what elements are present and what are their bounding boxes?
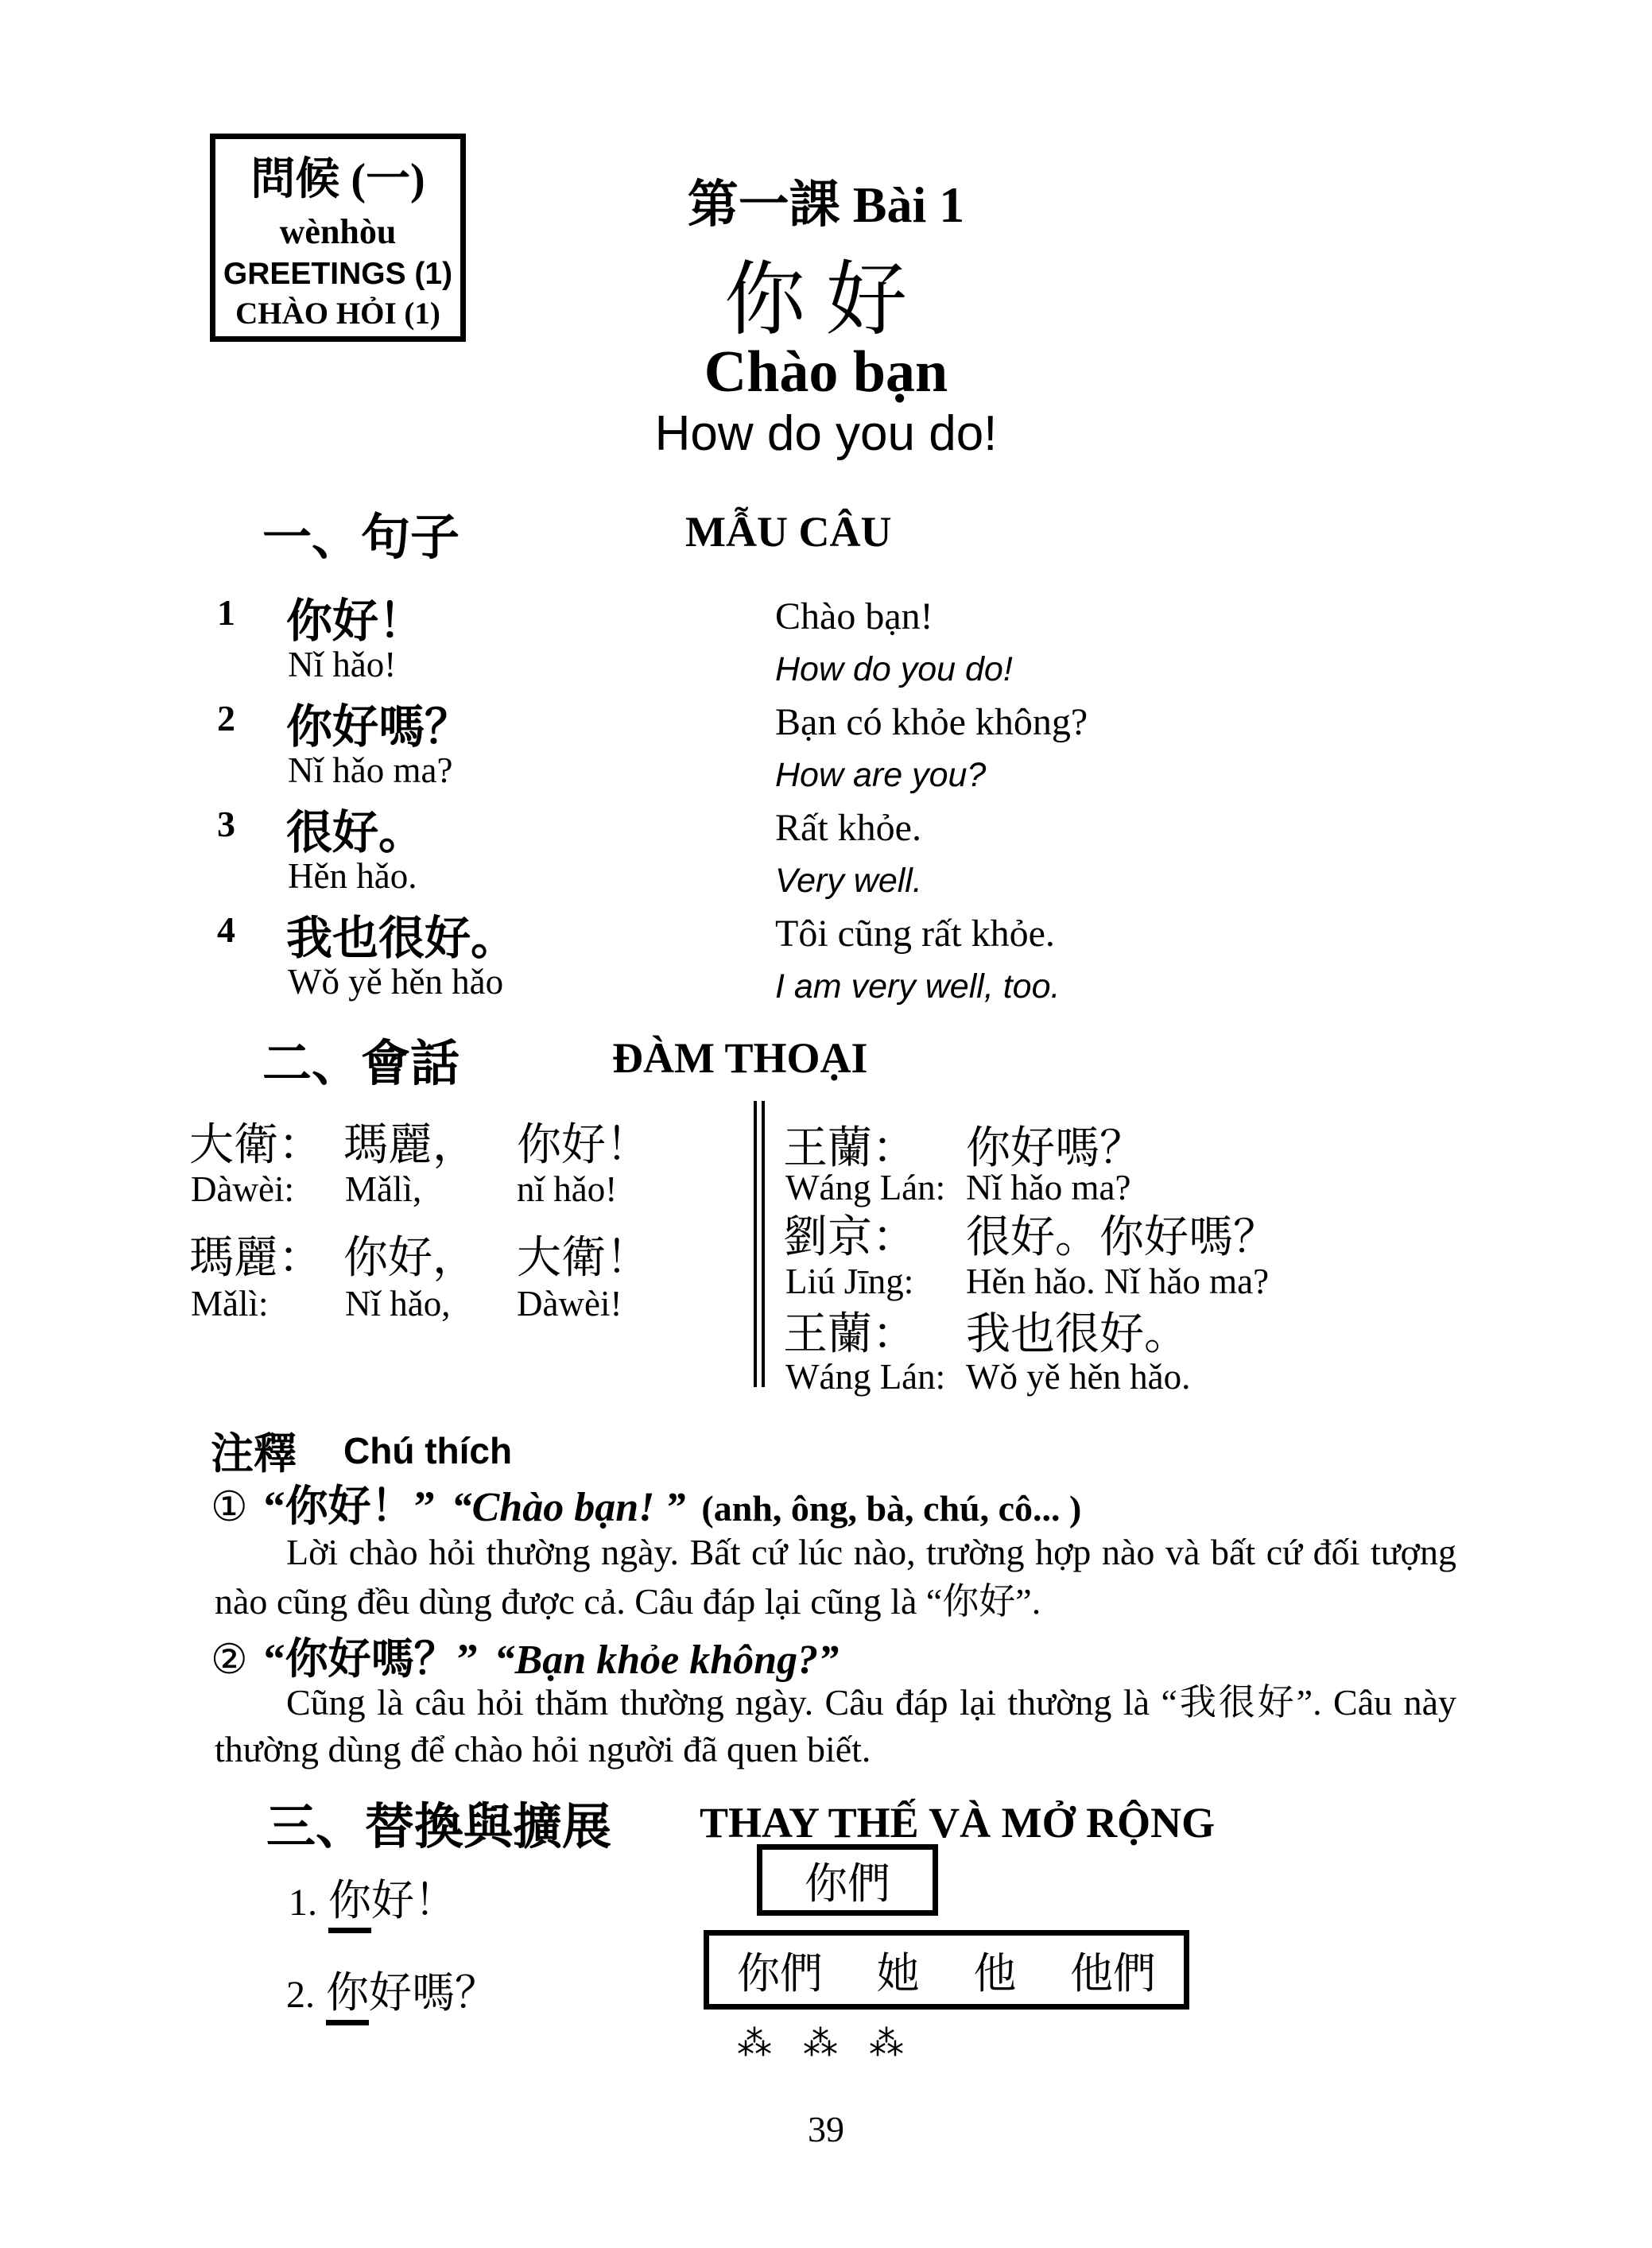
dialogue-speaker-pinyin: Liú Jīng: bbox=[785, 1262, 914, 1301]
item-pinyin: Nǐ hǎo! bbox=[288, 645, 397, 684]
dialogue-speaker-pinyin: Mǎlì: bbox=[191, 1284, 269, 1324]
item-hanzi: 你好嗎？ bbox=[286, 701, 471, 753]
dialogue-line-pinyin: Wǒ yě hěn hǎo. bbox=[966, 1357, 1191, 1397]
topic-pinyin: wènhòu bbox=[279, 212, 397, 252]
title-vietnamese: Chào bạn bbox=[704, 339, 948, 405]
asterism-separator: ⁂ ⁂ ⁂ bbox=[737, 2024, 915, 2063]
item-eng: How are you? bbox=[775, 756, 987, 794]
drill-item-1 bbox=[289, 1866, 457, 1928]
drill-number: 1. bbox=[289, 1882, 317, 1924]
item-hanzi: 很好。 bbox=[286, 807, 425, 859]
dialogue-word: 大衛！ bbox=[517, 1234, 650, 1283]
item-number: 3 bbox=[217, 804, 235, 844]
item-viet: Rất khỏe. bbox=[775, 807, 921, 849]
substitution-word: 他們 bbox=[1069, 1949, 1156, 1998]
substitution-box-2 bbox=[704, 1930, 1189, 2010]
notes-heading-cn: 注釋 bbox=[211, 1430, 297, 1478]
topic-hanzi: 問候 (一) bbox=[250, 154, 425, 204]
item-number: 1 bbox=[217, 592, 235, 633]
title-english: How do you do! bbox=[654, 406, 998, 461]
dialogue-speaker: 王蘭： bbox=[783, 1124, 917, 1173]
item-hanzi: 你好！ bbox=[286, 595, 425, 647]
section1-heading-cn: 一、句子 bbox=[262, 511, 460, 565]
dialogue-word: 你好！ bbox=[517, 1121, 650, 1170]
dialogue-word-pinyin: Dàwèi! bbox=[517, 1284, 622, 1324]
item-number: 4 bbox=[217, 909, 235, 950]
note1-body: Lời chào hỏi thường ngày. Bất cứ lúc nào, trường hợp nào và bất cứ đối tượng nào cũng đều dùng được cả. Câu đáp lại cũng là “你好”. bbox=[215, 1532, 1456, 1622]
topic-english: GREETINGS (1) bbox=[223, 256, 453, 291]
dialogue-word: 你好， bbox=[343, 1234, 477, 1283]
dialogue-word: 瑪麗， bbox=[343, 1121, 477, 1170]
substitution-word: 她 bbox=[876, 1949, 920, 1998]
note2-body: Cũng là câu hỏi thăm thường ngày. Câu đáp lại thường là “我很好”. Câu này thường dùng để chào hỏi người đã quen biết. bbox=[215, 1682, 1456, 1769]
dialogue-line: 我也很好。 bbox=[966, 1310, 1189, 1359]
item-eng: How do you do! bbox=[775, 650, 1013, 688]
dialogue-speaker: 劉京： bbox=[783, 1213, 917, 1262]
title-hanzi: 你好 bbox=[724, 256, 928, 346]
substitution-box-1 bbox=[757, 1844, 938, 1916]
drill-rest: 好嗎？ bbox=[369, 1969, 498, 2017]
underlined-char: 你 bbox=[326, 1969, 369, 2025]
dialogue-speaker-pinyin: Wáng Lán: bbox=[785, 1168, 946, 1207]
section3-heading-vi: THAY THẾ VÀ MỞ RỘNG bbox=[700, 1799, 1216, 1847]
item-eng: I am very well, too. bbox=[775, 967, 1061, 1006]
notes-heading-vi: Chú thích bbox=[343, 1430, 513, 1471]
item-pinyin: Hěn hǎo. bbox=[288, 856, 417, 896]
dialogue-line-pinyin: Hěn hǎo. Nǐ hǎo ma? bbox=[966, 1262, 1270, 1301]
section1-heading-vi: MẪU CÂU bbox=[685, 508, 892, 556]
item-pinyin: Wǒ yě hěn hǎo bbox=[288, 962, 504, 1002]
circled-two-marker: ② bbox=[211, 1638, 248, 1683]
dialogue-word-pinyin: Mǎlì, bbox=[345, 1169, 422, 1209]
substitution-word: 你們 bbox=[737, 1949, 823, 1998]
substitution-word: 你們 bbox=[805, 1859, 890, 1908]
item-viet: Chào bạn! bbox=[775, 595, 933, 638]
dialogue-word-pinyin: Nǐ hǎo, bbox=[345, 1284, 451, 1324]
item-viet: Bạn có khỏe không? bbox=[775, 701, 1088, 743]
drill-item-2 bbox=[286, 1959, 498, 2020]
note2-quote-cn: “你好嗎？” bbox=[263, 1635, 479, 1683]
item-hanzi: 我也很好。 bbox=[286, 913, 518, 964]
column-divider-rule bbox=[754, 1101, 765, 1387]
note2-head bbox=[211, 1625, 839, 1686]
drill-rest: 好！ bbox=[371, 1877, 457, 1924]
dialogue-speaker: 瑪麗： bbox=[189, 1234, 323, 1283]
item-viet: Tôi cũng rất khỏe. bbox=[775, 913, 1055, 955]
page-number: 39 bbox=[808, 2109, 844, 2149]
dialogue-line: 你好嗎？ bbox=[966, 1124, 1144, 1173]
lesson-number-title: 第一課 Bài 1 bbox=[687, 176, 965, 233]
dialogue-line-pinyin: Nǐ hǎo ma? bbox=[966, 1168, 1131, 1207]
dialogue-speaker: 王蘭： bbox=[783, 1310, 917, 1359]
section2-heading-cn: 二、會話 bbox=[262, 1037, 460, 1091]
dialogue-speaker-pinyin: Wáng Lán: bbox=[785, 1357, 946, 1397]
item-number: 2 bbox=[217, 698, 235, 738]
underlined-char: 你 bbox=[328, 1877, 371, 1933]
drill-number: 2. bbox=[286, 1974, 315, 2016]
section2-heading-vi: ĐÀM THOẠI bbox=[612, 1034, 868, 1082]
note2-quote-vi: “Bạn khỏe không?” bbox=[494, 1638, 840, 1683]
substitution-word: 他 bbox=[973, 1949, 1017, 1998]
topic-vietnamese: CHÀO HỎI (1) bbox=[235, 297, 440, 331]
note1-quote-vi: “Chào bạn! ” bbox=[451, 1485, 686, 1530]
item-pinyin: Nǐ hǎo ma? bbox=[288, 750, 453, 790]
dialogue-word-pinyin: nǐ hǎo! bbox=[517, 1169, 618, 1209]
note1-extra: (anh, ông, bà, chú, cô... ) bbox=[701, 1488, 1082, 1529]
dialogue-line: 很好。你好嗎？ bbox=[966, 1213, 1278, 1262]
note1-head bbox=[211, 1472, 1081, 1533]
section3-heading-cn: 三、替換與擴展 bbox=[266, 1800, 612, 1855]
dialogue-speaker-pinyin: Dàwèi: bbox=[191, 1169, 294, 1209]
dialogue-speaker: 大衛： bbox=[189, 1121, 323, 1170]
note1-quote-cn: “你好！” bbox=[263, 1483, 436, 1530]
circled-one-marker: ① bbox=[211, 1485, 248, 1530]
item-eng: Very well. bbox=[775, 862, 922, 900]
